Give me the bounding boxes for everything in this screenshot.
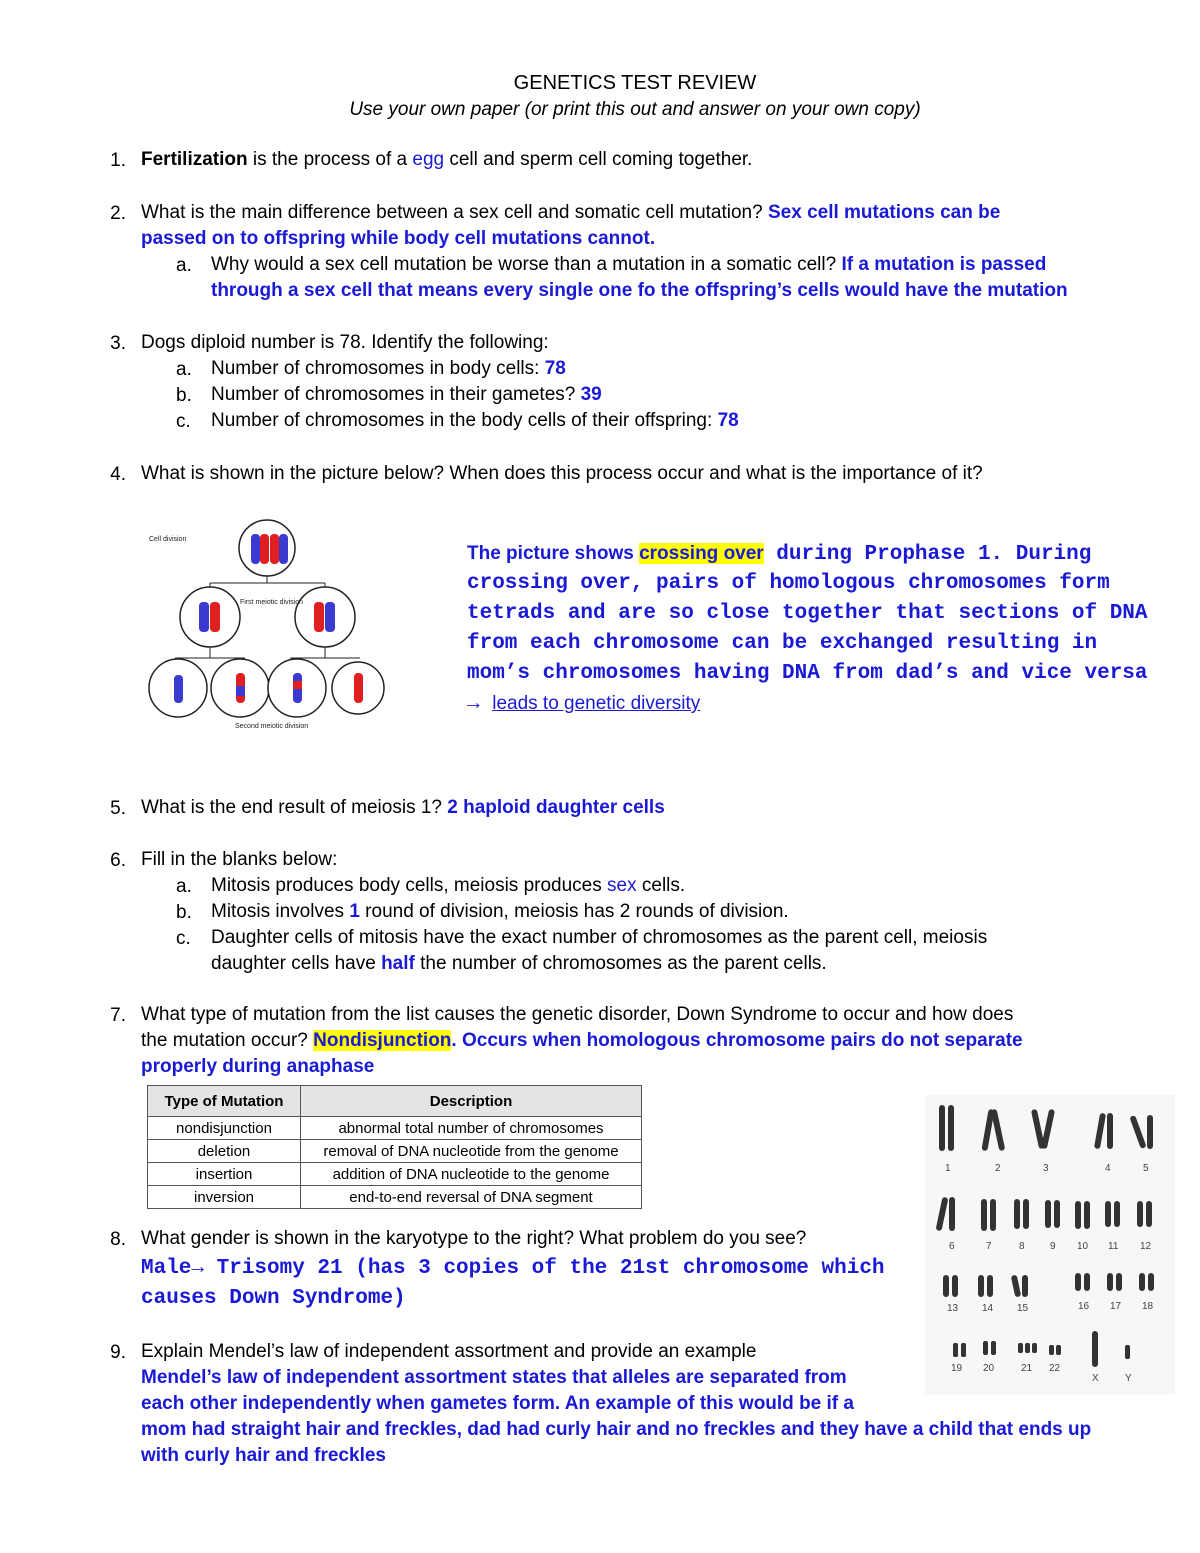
q8-answer-line1: Male→ Trisomy 21 (has 3 copies of the 21st chromosome which (141, 1257, 885, 1280)
q9-answer-line3: mom had straight hair and freckles, dad had curly hair and no freckles and they have a child that ends up (141, 1419, 1092, 1440)
karyotype-label: 19 (951, 1363, 963, 1374)
q7-text: What type of mutation from the list causes the genetic disorder, Down Syndrome to occur and how does (141, 1004, 1014, 1025)
table-header-row (148, 1086, 642, 1117)
q4-answer-line1: The picture shows crossing over during Prophase 1. During (467, 543, 1092, 566)
q2a-text: Why would a sex cell mutation be worse than a mutation in a somatic cell? If a mutation is passed (211, 254, 1047, 275)
q6-text: Fill in the blanks below: (141, 849, 338, 870)
q6c-text-line2: daughter cells have half the number of chromosomes as the parent cells. (211, 953, 827, 974)
q4-text: What is shown in the picture below? When does this process occur and what is the importance of it? (141, 463, 983, 484)
q7-text-line2: the mutation occur? Nondisjunction. Occurs when homologous chromosome pairs do not separate (141, 1030, 1023, 1051)
karyotype-label: Y (1125, 1373, 1132, 1384)
q3c-letter: c. (176, 411, 191, 432)
q6a-letter: a. (176, 876, 192, 897)
q2a-answer-line2: through a sex cell that means every single one fo the offspring’s cells would have the mutation (211, 280, 1068, 301)
q2-answer-line2: passed on to offspring while body cell mutations cannot. (141, 228, 656, 249)
karyotype-label: 5 (1143, 1163, 1149, 1174)
q6b-letter: b. (176, 902, 192, 923)
karyotype-label: 22 (1049, 1363, 1061, 1374)
diagram-label-top: Cell division (149, 536, 187, 543)
karyotype-label: 21 (1021, 1363, 1033, 1374)
karyotype-label: 18 (1142, 1301, 1154, 1312)
q4-number: 4. (110, 464, 126, 485)
q3-text: Dogs diploid number is 78. Identify the following: (141, 332, 549, 353)
q3b-text: Number of chromosomes in their gametes? 39 (211, 384, 602, 405)
q9-number: 9. (110, 1342, 126, 1363)
q6c-letter: c. (176, 928, 191, 949)
q4-answer-line4: from each chromosome can be exchanged resulting in (467, 632, 1098, 655)
q2-answer: Sex cell mutations can be (767, 202, 1001, 223)
q8-number: 8. (110, 1229, 126, 1250)
diagram-label-mid: First meiotic division (240, 599, 304, 606)
q1-number: 1. (110, 150, 126, 171)
karyotype-image (925, 1095, 1175, 1395)
mutation-table (147, 1085, 642, 1209)
karyotype-label: 20 (983, 1363, 995, 1374)
karyotype-label: 11 (1108, 1241, 1119, 1252)
q2-text: What is the main difference between a sex cell and somatic cell mutation? Sex cell mutations can be (141, 202, 1001, 223)
q4-highlight: crossing over (639, 543, 764, 564)
q7-answer-line3: properly during anaphase (141, 1056, 375, 1077)
karyotype-label: 10 (1077, 1241, 1089, 1252)
q1-term: Fertilization (141, 149, 248, 170)
karyotype-label: 1 (945, 1163, 951, 1174)
q4-answer-line5: mom’s chromosomes having DNA from dad’s and vice versa (467, 662, 1148, 685)
q6-number: 6. (110, 850, 126, 871)
q4-answer-line2: crossing over, pairs of homologous chromosomes form (467, 572, 1110, 595)
page-title: GENETICS TEST REVIEW (513, 72, 757, 94)
q1-answer: egg (412, 149, 445, 170)
q4-answer-line6: → leads to genetic diversity (467, 693, 701, 716)
table-header: Type of Mutation (148, 1086, 301, 1117)
q4-answer-line3: tetrads and are so close together that sections of DNA (467, 602, 1148, 625)
q5-answer: 2 haploid daughter cells (447, 797, 665, 818)
karyotype-label: 12 (1140, 1241, 1152, 1252)
karyotype-label: 8 (1019, 1241, 1025, 1252)
q5-number: 5. (110, 798, 126, 819)
table-header: Description (301, 1086, 642, 1117)
karyotype-label: 4 (1105, 1163, 1111, 1174)
table-row: nondisjunction abnormal total number of chromosomes (148, 1117, 642, 1140)
q1-text: Fertilization is the process of a egg cell and sperm cell coming together. (141, 149, 753, 170)
q6c-text: Daughter cells of mitosis have the exact number of chromosomes as the parent cell, meiosis (211, 927, 988, 948)
q6b-text: Mitosis involves 1 round of division, meiosis has 2 rounds of division. (211, 901, 789, 922)
q9-answer-line1: Mendel’s law of independent assortment states that alleles are separated from (141, 1367, 847, 1388)
karyotype-label: 3 (1043, 1163, 1049, 1174)
q7-highlight: Nondisjunction (313, 1030, 452, 1051)
karyotype-label: 9 (1050, 1241, 1056, 1252)
page-subtitle: Use your own paper (or print this out and answer on your own copy) (349, 99, 921, 120)
q8-text: What gender is shown in the karyotype to the right? What problem do you see? (141, 1228, 807, 1249)
table-row: inversion end-to-end reversal of DNA segment (148, 1186, 642, 1209)
q2-number: 2. (110, 203, 126, 224)
q5-text: What is the end result of meiosis 1? 2 haploid daughter cells (141, 797, 665, 818)
karyotype-label: X (1092, 1373, 1099, 1384)
q9-answer-line4: with curly hair and freckles (141, 1445, 386, 1466)
karyotype-label: 16 (1078, 1301, 1090, 1312)
table-row: insertion addition of DNA nucleotide to the genome (148, 1163, 642, 1186)
karyotype-label: 15 (1017, 1303, 1029, 1314)
karyotype-label: 13 (947, 1303, 959, 1314)
q8-answer-line2: causes Down Syndrome) (141, 1287, 406, 1310)
q6a-text: Mitosis produces body cells, meiosis produces sex cells. (211, 875, 686, 896)
karyotype-label: 7 (986, 1241, 992, 1252)
karyotype-label: 6 (949, 1241, 955, 1252)
q3b-letter: b. (176, 385, 192, 406)
q9-answer-line2: each other independently when gametes form. An example of this would be if a (141, 1393, 854, 1414)
q3a-letter: a. (176, 359, 192, 380)
q2a-letter: a. (176, 255, 192, 276)
q9-text: Explain Mendel’s law of independent assortment and provide an example (141, 1341, 757, 1362)
q3a-text: Number of chromosomes in body cells: 78 (211, 358, 566, 379)
q3-number: 3. (110, 333, 126, 354)
q3c-text: Number of chromosomes in the body cells of their offspring: 78 (211, 410, 739, 431)
q4-link: leads to genetic diversity (492, 693, 701, 714)
karyotype-label: 14 (982, 1303, 994, 1314)
q7-number: 7. (110, 1005, 126, 1026)
diagram-label-bottom: Second meiotic division (235, 723, 309, 730)
karyotype-label: 2 (995, 1163, 1001, 1174)
meiosis-diagram (145, 518, 385, 733)
karyotype-label: 17 (1110, 1301, 1122, 1312)
table-row: deletion removal of DNA nucleotide from the genome (148, 1140, 642, 1163)
